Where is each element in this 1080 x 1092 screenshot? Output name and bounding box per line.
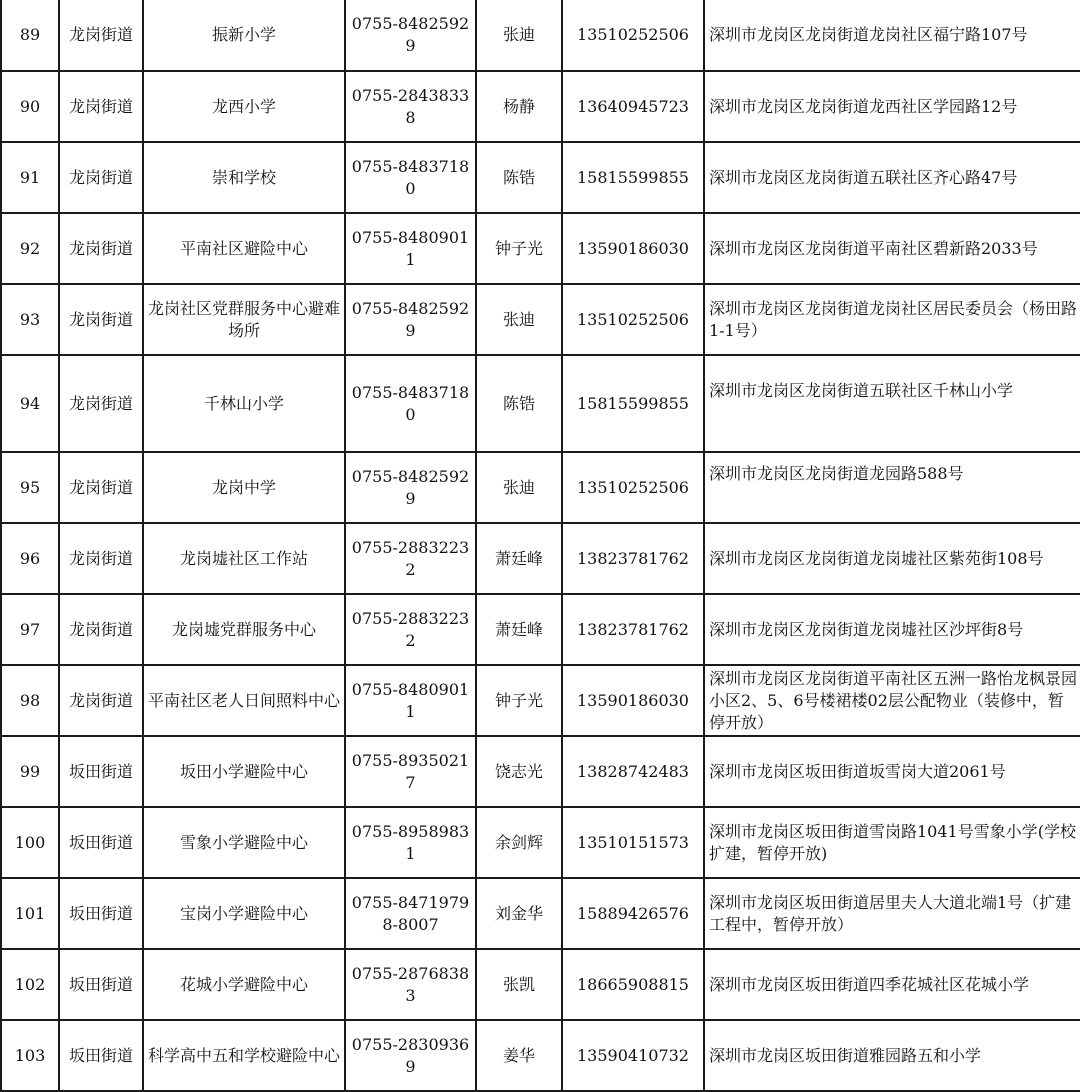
mobile: 18665908815 bbox=[562, 949, 704, 1020]
table-row bbox=[1, 949, 1080, 1020]
phone: 0755-28832232 bbox=[345, 594, 476, 665]
phone: 0755-89589831 bbox=[345, 807, 476, 878]
table-row bbox=[1, 355, 1080, 452]
table-row bbox=[1, 142, 1080, 213]
address: 深圳市龙岗区龙岗街道平南社区五洲一路怡龙枫景园小区2、5、6号楼裙楼02层公配物业（装修中，暂停开放） bbox=[704, 665, 1080, 736]
street: 龙岗街道 bbox=[59, 355, 143, 452]
phone: 0755-28309369 bbox=[345, 1020, 476, 1091]
shelter-name: 龙岗墟党群服务中心 bbox=[143, 594, 345, 665]
row-number: 90 bbox=[1, 71, 59, 142]
contact-person: 姜华 bbox=[476, 1020, 562, 1091]
address: 深圳市龙岗区坂田街道雅园路五和小学 bbox=[704, 1020, 1080, 1091]
shelter-name: 平南社区老人日间照料中心 bbox=[143, 665, 345, 736]
row-number: 92 bbox=[1, 213, 59, 284]
address: 深圳市龙岗区龙岗街道平南社区碧新路2033号 bbox=[704, 213, 1080, 284]
phone: 0755-28832232 bbox=[345, 523, 476, 594]
street: 龙岗街道 bbox=[59, 523, 143, 594]
mobile: 13590186030 bbox=[562, 665, 704, 736]
phone: 0755-84809011 bbox=[345, 213, 476, 284]
mobile: 13590186030 bbox=[562, 213, 704, 284]
row-number: 94 bbox=[1, 355, 59, 452]
contact-person: 余剑辉 bbox=[476, 807, 562, 878]
row-number: 103 bbox=[1, 1020, 59, 1091]
row-number: 102 bbox=[1, 949, 59, 1020]
shelter-name: 雪象小学避险中心 bbox=[143, 807, 345, 878]
street: 龙岗街道 bbox=[59, 213, 143, 284]
row-number: 101 bbox=[1, 878, 59, 949]
shelter-name: 科学高中五和学校避险中心 bbox=[143, 1020, 345, 1091]
phone: 0755-28438338 bbox=[345, 71, 476, 142]
street: 龙岗街道 bbox=[59, 665, 143, 736]
table-row bbox=[1, 452, 1080, 523]
address: 深圳市龙岗区龙岗街道龙园路588号 bbox=[704, 452, 1080, 523]
table-row bbox=[1, 594, 1080, 665]
address: 深圳市龙岗区龙岗街道龙岗墟社区沙坪街8号 bbox=[704, 594, 1080, 665]
shelter-name: 龙岗中学 bbox=[143, 452, 345, 523]
shelter-name: 宝岗小学避险中心 bbox=[143, 878, 345, 949]
contact-person: 萧廷峰 bbox=[476, 523, 562, 594]
contact-person: 张迪 bbox=[476, 0, 562, 71]
table-row bbox=[1, 523, 1080, 594]
contact-person: 陈锆 bbox=[476, 142, 562, 213]
contact-person: 钟子光 bbox=[476, 213, 562, 284]
street: 龙岗街道 bbox=[59, 0, 143, 71]
street: 坂田街道 bbox=[59, 1020, 143, 1091]
row-number: 100 bbox=[1, 807, 59, 878]
phone: 0755-84719798-8007 bbox=[345, 878, 476, 949]
phone: 0755-84837180 bbox=[345, 142, 476, 213]
shelter-name: 振新小学 bbox=[143, 0, 345, 71]
address: 深圳市龙岗区龙岗街道龙岗社区福宁路107号 bbox=[704, 0, 1080, 71]
row-number: 95 bbox=[1, 452, 59, 523]
row-number: 89 bbox=[1, 0, 59, 71]
table-row bbox=[1, 213, 1080, 284]
street: 龙岗街道 bbox=[59, 452, 143, 523]
address: 深圳市龙岗区坂田街道雪岗路1041号雪象小学(学校扩建，暂停开放) bbox=[704, 807, 1080, 878]
table-row bbox=[1, 1020, 1080, 1091]
contact-person: 陈锆 bbox=[476, 355, 562, 452]
table-row bbox=[1, 71, 1080, 142]
mobile: 13823781762 bbox=[562, 523, 704, 594]
row-number: 99 bbox=[1, 736, 59, 807]
street: 龙岗街道 bbox=[59, 71, 143, 142]
address: 深圳市龙岗区龙岗街道龙岗社区居民委员会（杨田路1-1号） bbox=[704, 284, 1080, 355]
address: 深圳市龙岗区龙岗街道五联社区千林山小学 bbox=[704, 355, 1080, 452]
street: 坂田街道 bbox=[59, 736, 143, 807]
phone: 0755-84825929 bbox=[345, 0, 476, 71]
mobile: 13640945723 bbox=[562, 71, 704, 142]
shelter-name: 千林山小学 bbox=[143, 355, 345, 452]
row-number: 98 bbox=[1, 665, 59, 736]
table-row bbox=[1, 878, 1080, 949]
mobile: 13510252506 bbox=[562, 0, 704, 71]
shelter-name: 平南社区避险中心 bbox=[143, 213, 345, 284]
contact-person: 刘金华 bbox=[476, 878, 562, 949]
mobile: 13590410732 bbox=[562, 1020, 704, 1091]
phone: 0755-84809011 bbox=[345, 665, 476, 736]
street: 龙岗街道 bbox=[59, 284, 143, 355]
table-row bbox=[1, 0, 1080, 71]
street: 龙岗街道 bbox=[59, 142, 143, 213]
phone: 0755-84825929 bbox=[345, 284, 476, 355]
contact-person: 张迪 bbox=[476, 452, 562, 523]
mobile: 15815599855 bbox=[562, 355, 704, 452]
row-number: 97 bbox=[1, 594, 59, 665]
shelter-name: 花城小学避险中心 bbox=[143, 949, 345, 1020]
street: 坂田街道 bbox=[59, 878, 143, 949]
mobile: 13510252506 bbox=[562, 452, 704, 523]
row-number: 96 bbox=[1, 523, 59, 594]
contact-person: 杨静 bbox=[476, 71, 562, 142]
table-row bbox=[1, 736, 1080, 807]
mobile: 15815599855 bbox=[562, 142, 704, 213]
phone: 0755-84837180 bbox=[345, 355, 476, 452]
address: 深圳市龙岗区坂田街道四季花城社区花城小学 bbox=[704, 949, 1080, 1020]
address: 深圳市龙岗区龙岗街道龙岗墟社区紫苑街108号 bbox=[704, 523, 1080, 594]
street: 龙岗街道 bbox=[59, 594, 143, 665]
contact-person: 张迪 bbox=[476, 284, 562, 355]
address: 深圳市龙岗区坂田街道坂雪岗大道2061号 bbox=[704, 736, 1080, 807]
mobile: 13823781762 bbox=[562, 594, 704, 665]
shelter-name: 崇和学校 bbox=[143, 142, 345, 213]
row-number: 91 bbox=[1, 142, 59, 213]
contact-person: 张凯 bbox=[476, 949, 562, 1020]
contact-person: 萧廷峰 bbox=[476, 594, 562, 665]
phone: 0755-84825929 bbox=[345, 452, 476, 523]
address: 深圳市龙岗区坂田街道居里夫人大道北端1号（扩建工程中，暂停开放） bbox=[704, 878, 1080, 949]
address: 深圳市龙岗区龙岗街道五联社区齐心路47号 bbox=[704, 142, 1080, 213]
street: 坂田街道 bbox=[59, 807, 143, 878]
phone: 0755-89350217 bbox=[345, 736, 476, 807]
mobile: 13510252506 bbox=[562, 284, 704, 355]
address: 深圳市龙岗区龙岗街道龙西社区学园路12号 bbox=[704, 71, 1080, 142]
shelter-name: 龙岗社区党群服务中心避难场所 bbox=[143, 284, 345, 355]
contact-person: 钟子光 bbox=[476, 665, 562, 736]
row-number: 93 bbox=[1, 284, 59, 355]
contact-person: 饶志光 bbox=[476, 736, 562, 807]
shelter-name: 龙岗墟社区工作站 bbox=[143, 523, 345, 594]
mobile: 13828742483 bbox=[562, 736, 704, 807]
mobile: 15889426576 bbox=[562, 878, 704, 949]
table-row bbox=[1, 665, 1080, 736]
table-row bbox=[1, 284, 1080, 355]
street: 坂田街道 bbox=[59, 949, 143, 1020]
mobile: 13510151573 bbox=[562, 807, 704, 878]
shelter-name: 龙西小学 bbox=[143, 71, 345, 142]
shelter-name: 坂田小学避险中心 bbox=[143, 736, 345, 807]
phone: 0755-28768383 bbox=[345, 949, 476, 1020]
table-row bbox=[1, 807, 1080, 878]
